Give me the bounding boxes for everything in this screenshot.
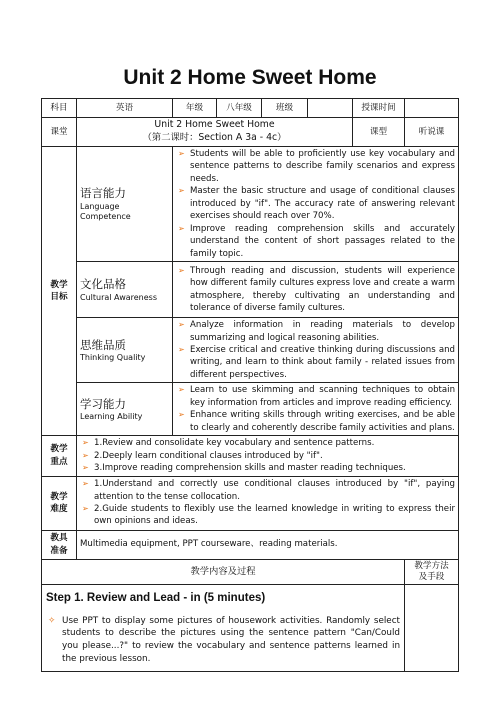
objective-item: ➢ Students will be able to proficiently use key vocabulary and sentence patterns to describe family scenarios and express needs. — [178, 149, 456, 184]
dimension-culture — [77, 262, 173, 318]
objective-row — [42, 383, 459, 436]
subject-label: 科目 — [42, 99, 77, 118]
dimension-zh: 语言能力 — [80, 186, 126, 201]
lesson-subtitle: （第二课时：Section A 3a - 4c） — [142, 132, 287, 143]
step-text: ✧ Use PPT to display some pictures of housework activities. Randomly select students to describe the pictures using the sentence pattern "Can/Could you please...?" to review the vocabulary and sentence patterns learned in the previous lesson. — [48, 615, 401, 664]
dimension-zh: 文化品格 — [80, 277, 126, 292]
key-point-item: ➢ 1.Review and consolidate key vocabulary and sentence patterns. — [82, 438, 375, 449]
arrow-bullet-icon: ➢ — [178, 344, 185, 354]
step-cell — [42, 584, 405, 671]
arrow-bullet-icon: ➢ — [82, 504, 89, 514]
objective-item: ➢ Improve reading comprehension skills and accurately understand the content of short passages related to the family topic. — [178, 223, 456, 259]
dimension-en: Language Competence — [80, 201, 131, 222]
difficulties-row — [42, 476, 459, 530]
dimension-en: Thinking Quality — [80, 353, 146, 363]
dimension-en: Cultural Awareness — [80, 292, 157, 302]
difficulty-item: ➢ 2.Guide students to flexibly use the learned knowledge in writing to express their own opinions and ideas. — [82, 504, 456, 527]
tools-row — [42, 530, 459, 559]
page-title: Unit 2 Home Sweet Home — [123, 66, 377, 89]
step-method-cell — [405, 584, 459, 671]
arrow-bullet-icon: ➢ — [82, 463, 89, 473]
objective-item: ➢ Master the basic structure and usage of conditional clauses introduced by "if". The accuracy rate of answering relevant exercises should reach over 70%. — [178, 186, 456, 222]
tools-label: 教具 准备 — [42, 530, 77, 559]
objective-item: ➢ Enhance writing skills through writing exercises, and be able to clearly and coherently describe family activities and plans. — [178, 410, 456, 433]
difficulties-label: 教学 难度 — [42, 476, 77, 530]
dimension-zh: 学习能力 — [80, 396, 126, 411]
objective-items — [173, 147, 459, 262]
lesson-plan-table — [41, 98, 459, 672]
arrow-bullet-icon: ➢ — [82, 438, 89, 448]
diamond-bullet-icon: ✧ — [48, 615, 56, 626]
grade-value: 八年级 — [217, 99, 262, 118]
subject-value: 英语 — [77, 99, 173, 118]
header-row — [42, 99, 459, 118]
objective-items — [173, 383, 459, 436]
objective-row — [42, 318, 459, 383]
lesson-type-label: 课型 — [353, 118, 405, 147]
method-header: 教学方法 及手段 — [405, 559, 459, 584]
arrow-bullet-icon: ➢ — [178, 223, 185, 233]
lesson-label: 课堂 — [42, 118, 77, 147]
lesson-row — [42, 118, 459, 147]
arrow-bullet-icon: ➢ — [82, 479, 89, 489]
lesson-title: Unit 2 Home Sweet Home — [154, 119, 275, 131]
dimension-zh: 思维品质 — [80, 337, 126, 352]
time-value — [405, 99, 459, 118]
objective-item: ➢ Through reading and discussion, students will experience how different family cultures express love and create a warm atmosphere, thereby cultivating an understanding and tolerance of diverse family cultures. — [178, 265, 456, 314]
objective-row — [42, 262, 459, 318]
class-value — [308, 99, 353, 118]
dimension-learning — [77, 383, 173, 436]
arrow-bullet-icon: ➢ — [178, 320, 185, 330]
key-point-item: ➢ 2.Deeply learn conditional clauses introduced by "if". — [82, 450, 323, 461]
objective-item: ➢ Exercise critical and creative thinking during discussions and writing, and learn to think about family - related issues from different perspectives. — [178, 344, 456, 380]
arrow-bullet-icon: ➢ — [178, 149, 185, 158]
key-point-item: ➢ 3.Improve reading comprehension skills and master reading techniques. — [82, 463, 406, 474]
difficulties-items — [77, 476, 459, 530]
dimension-thinking — [77, 318, 173, 383]
key-points-items — [77, 436, 459, 476]
step-title: Step 1. Review and Lead - in (5 minutes) — [46, 591, 266, 604]
process-header: 教学内容及过程 — [42, 559, 405, 584]
difficulty-item: ➢ 1.Understand and correctly use conditional clauses introduced by "if", paying attention to the tense collocation. — [82, 479, 456, 502]
arrow-bullet-icon: ➢ — [178, 265, 185, 275]
objective-items — [173, 262, 459, 318]
arrow-bullet-icon: ➢ — [82, 450, 89, 460]
key-points-label: 教学 重点 — [42, 436, 77, 476]
arrow-bullet-icon: ➢ — [178, 410, 185, 420]
arrow-bullet-icon: ➢ — [178, 385, 185, 395]
lesson-type-value: 听说课 — [405, 118, 459, 147]
process-header-row — [42, 559, 459, 584]
objective-item: ➢ Learn to use skimming and scanning techniques to obtain key information from articles and improve reading efficiency. — [178, 385, 456, 408]
dimension-language — [77, 147, 173, 262]
grade-label: 年级 — [173, 99, 217, 118]
objective-row — [42, 147, 459, 262]
objective-items — [173, 318, 459, 383]
dimension-en: Learning Ability — [80, 412, 143, 422]
objectives-label: 教学 目标 — [42, 147, 77, 436]
tools-value: Multimedia equipment, PPT courseware、reading materials. — [77, 530, 459, 559]
time-label: 授课时间 — [353, 99, 405, 118]
objective-item: ➢ Analyze information in reading materials to develop summarizing and logical reasoning abilities. — [178, 320, 456, 343]
step-row — [42, 584, 459, 671]
class-label: 班级 — [262, 99, 308, 118]
arrow-bullet-icon: ➢ — [178, 186, 185, 196]
key-points-row — [42, 436, 459, 476]
